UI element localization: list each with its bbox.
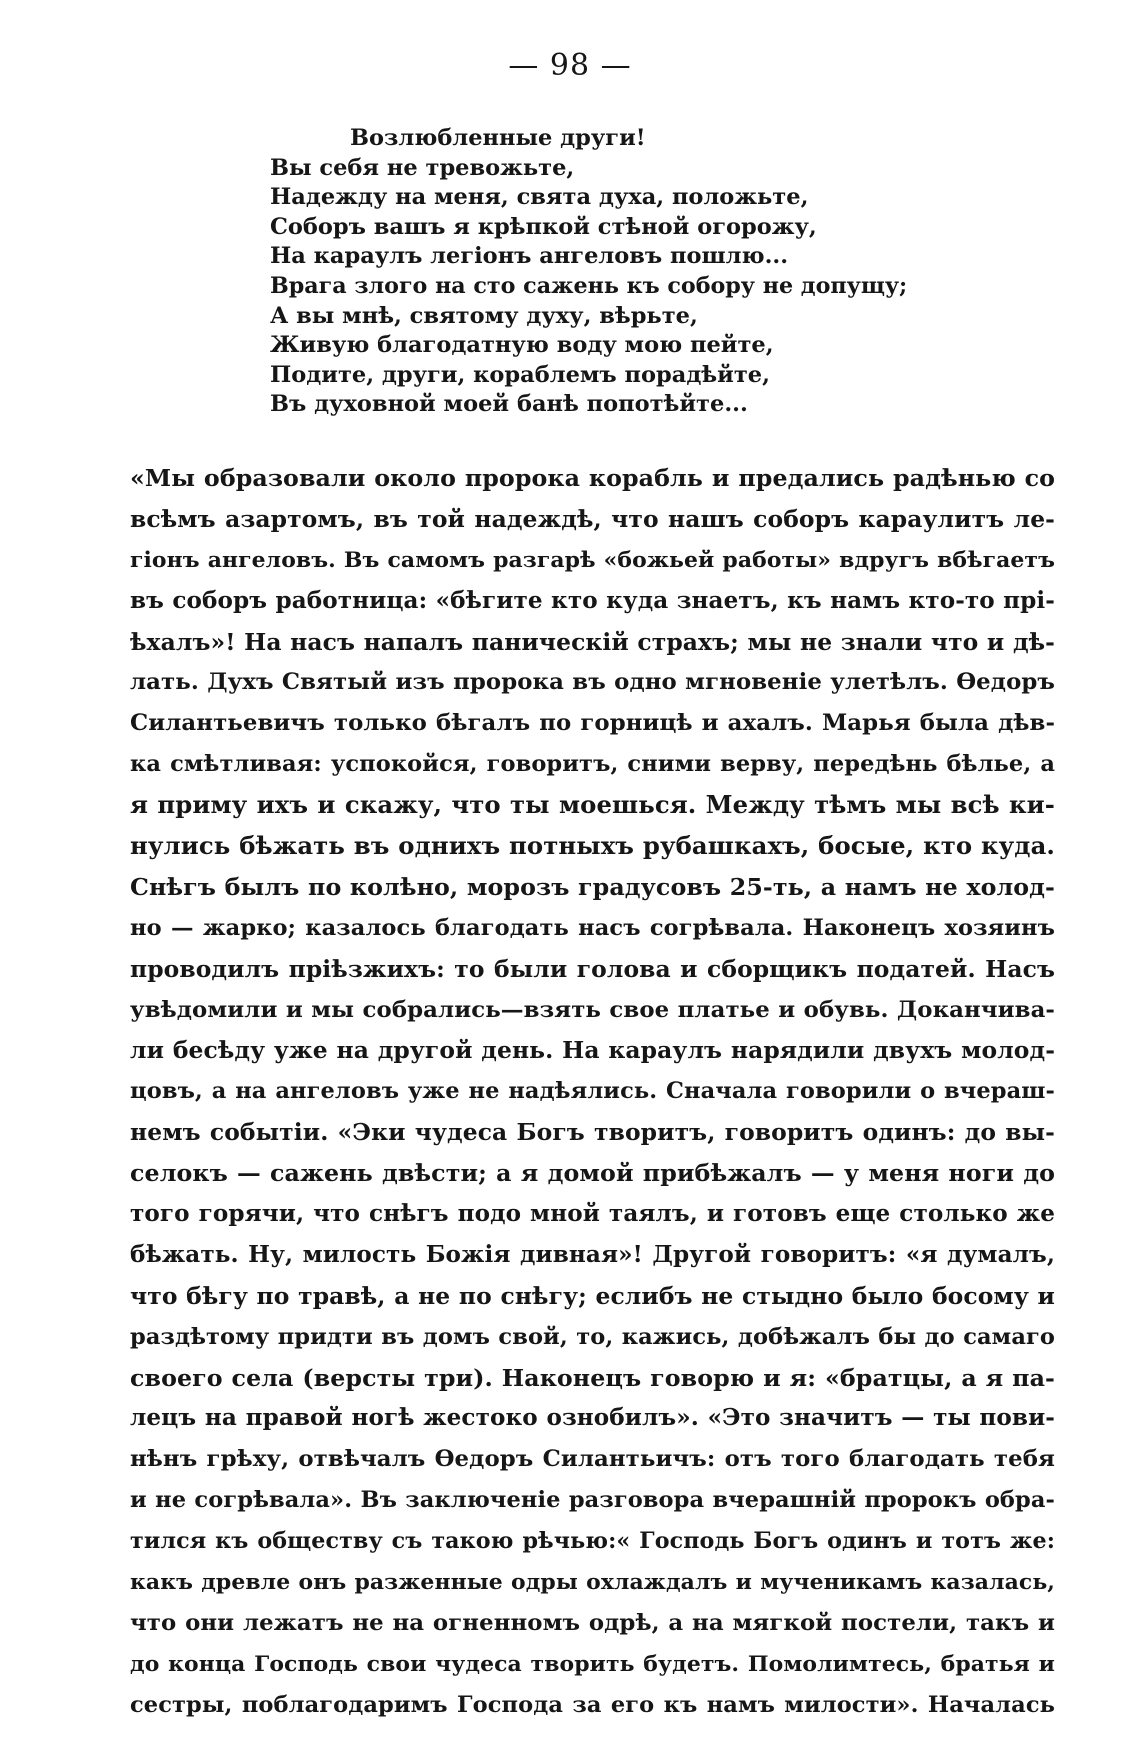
prose-line: я приму ихъ и скажу, что ты моешься. Между тѣмъ мы всѣ ки- <box>130 790 1055 820</box>
prose-line: всѣмъ азартомъ, въ той надеждѣ, что нашъ соборъ караулитъ ле- <box>130 504 1055 533</box>
prose-line: нѣнъ грѣху, отвѣчалъ Өедоръ Силантьичъ: отъ того благодать тебя <box>130 1446 1055 1473</box>
verse-line: На караулъ легіонъ ангеловъ пошлю... <box>270 243 789 270</box>
page-number: — 98 — <box>508 48 632 83</box>
verse-line: Живую благодатную воду мою пейте, <box>270 332 774 359</box>
prose-line: лецъ на правой ногѣ жестоко ознобилъ». «Это значитъ — ты пови- <box>130 1404 1055 1432</box>
prose-line: что они лежатъ не на огненномъ одрѣ, а на мягкой постели, такъ и <box>130 1609 1055 1636</box>
verse-line: Подите, други, кораблемъ порадѣйте, <box>270 361 770 388</box>
prose-line: увѣдомили и мы собрались—взять свое платье и обувь. Доканчива- <box>130 996 1055 1023</box>
prose-line: до конца Господь свои чудеса творить будетъ. Помолимтесь, братья и <box>130 1650 1055 1677</box>
prose-line: въ соборъ работница: «бѣгите кто куда знаетъ, къ намъ кто-то прі- <box>130 586 1055 614</box>
prose-line: проводилъ пріѣзжихъ: то были голова и сборщикъ податей. Насъ <box>130 954 1055 983</box>
verse-line: Въ духовной моей банѣ попотѣйте... <box>270 391 748 418</box>
prose-line: что бѣгу по травѣ, а не по снѣгу; еслибъ не стыдно было босому и <box>130 1281 1055 1310</box>
prose-line: Силантьевичъ только бѣгалъ по горницѣ и ахалъ. Марья была дѣв- <box>130 710 1055 737</box>
prose-line: немъ событіи. «Эки чудеса Богъ творитъ, говоритъ одинъ: до вы- <box>130 1118 1055 1147</box>
prose-line: бѣжать. Ну, милость Божія дивная»! Другой говоритъ: «я думалъ, <box>130 1240 1055 1268</box>
verse-line: Врага злого на сто сажень къ собору не допущу; <box>270 272 908 299</box>
prose-line: Снѣгъ былъ по колѣно, морозъ градусовъ 25-ть, а намъ не холод- <box>130 872 1055 901</box>
prose-line: цовъ, а на ангеловъ уже не надѣялись. Сначала говорили о вчераш- <box>130 1078 1055 1105</box>
prose-line: нулись бѣжать въ однихъ потныхъ рубашкахъ, босые, кто куда. <box>130 831 1055 861</box>
verse-line: Соборъ вашъ я крѣпкой стѣной огорожу, <box>270 213 817 240</box>
prose-line: ли бесѣду уже на другой день. На караулъ нарядили двухъ молод- <box>130 1036 1055 1065</box>
verse-line: Возлюбленные други! <box>350 125 646 151</box>
prose-line: но — жарко; казалось благодать насъ согрѣвала. Наконецъ хозяинъ <box>130 914 1055 941</box>
prose-line: ка смѣтливая: успокойся, говоритъ, сними верву, передѣнь бѣлье, а <box>130 751 1055 778</box>
prose-line: селокъ — сажень двѣсти; а я домой прибѣжалъ — у меня ноги до <box>130 1159 1055 1188</box>
prose-line: раздѣтому придти въ домъ свой, то, кажись, добѣжалъ бы до самаго <box>130 1323 1055 1350</box>
prose-block <box>130 458 1055 1726</box>
prose-line: гіонъ ангеловъ. Въ самомъ разгарѣ «божьей работы» вдругъ вбѣгаетъ <box>130 546 1055 573</box>
prose-line: ѣхалъ»! На насъ напалъ паническій страхъ; мы не знали что и дѣ- <box>130 627 1055 656</box>
prose-line: тился къ обществу съ такою рѣчью:« Господь Богъ одинъ и тотъ же: <box>130 1528 1055 1555</box>
prose-line: какъ древле онъ разженные одры охлаждалъ и мученикамъ казалась, <box>130 1569 1055 1596</box>
verse-line: Надежду на меня, свята духа, положьте, <box>270 184 809 211</box>
verse-line: А вы мнѣ, святому духу, вѣрьте, <box>270 302 698 329</box>
prose-line: лать. Духъ Святый изъ пророка въ одно мгновеніе улетѣлъ. Өедоръ <box>130 669 1055 696</box>
verse-block <box>270 124 910 420</box>
prose-line: того горячи, что снѣгъ подо мной таялъ, и готовъ еще столько же <box>130 1200 1055 1228</box>
prose-line: сестры, поблагодаримъ Господа за его къ намъ милости». Началась <box>130 1691 1055 1718</box>
verse-line: Вы себя не тревожьте, <box>270 154 575 181</box>
prose-line: и не согрѣвала». Въ заключеніе разговора вчерашній пророкъ обра- <box>130 1487 1055 1514</box>
prose-line: своего села (версты три). Наконецъ говорю и я: «братцы, а я па- <box>130 1363 1055 1392</box>
prose-line: «Мы образовали около пророка корабль и предались радѣнью со <box>130 464 1055 492</box>
